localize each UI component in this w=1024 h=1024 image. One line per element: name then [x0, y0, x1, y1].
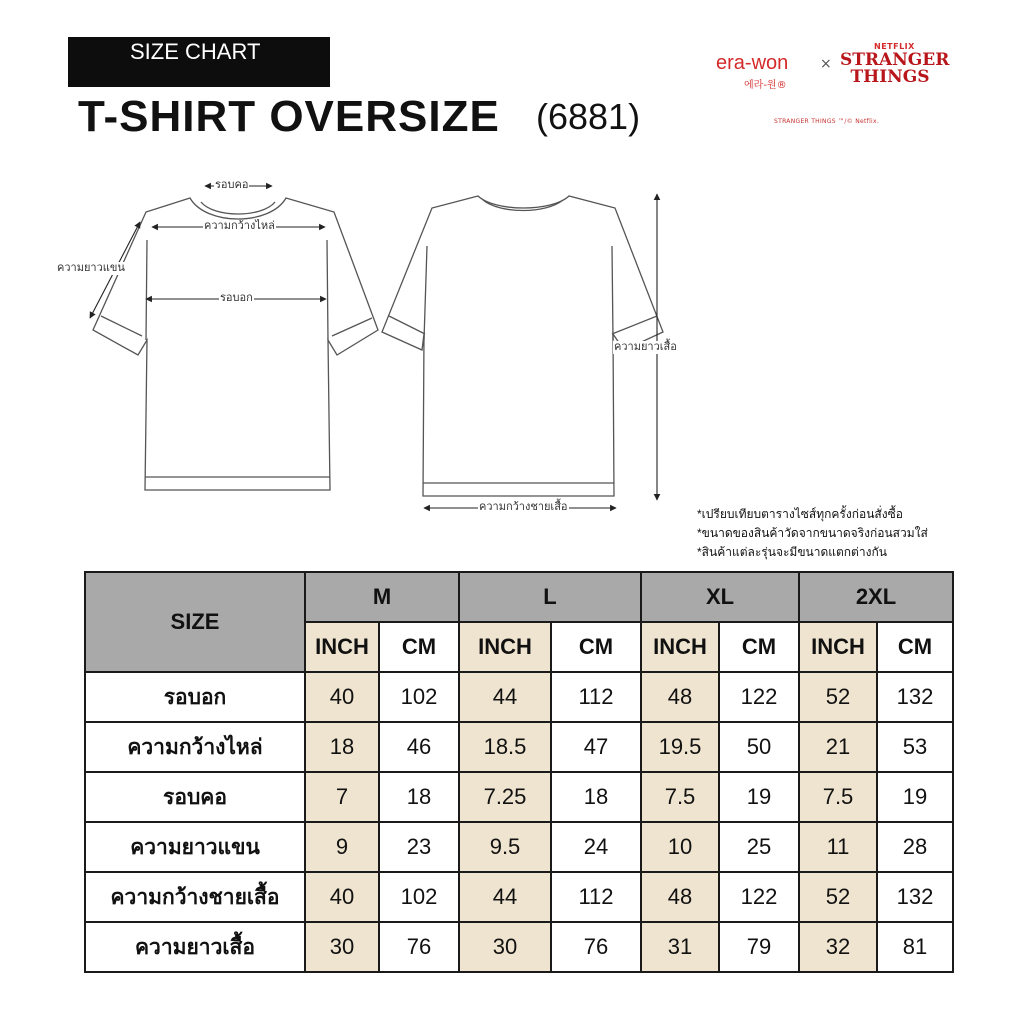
inch-header: INCH [305, 622, 379, 672]
inch-value-cell: 7 [305, 772, 379, 822]
cm-value-cell: 112 [551, 672, 641, 722]
inch-value-cell: 32 [799, 922, 877, 972]
inch-value-cell: 40 [305, 872, 379, 922]
size-chart-banner: SIZE CHART [68, 37, 330, 87]
cm-value-cell: 19 [719, 772, 799, 822]
inch-value-cell: 48 [641, 872, 719, 922]
inch-value-cell: 52 [799, 872, 877, 922]
cm-value-cell: 23 [379, 822, 459, 872]
inch-value-cell: 48 [641, 672, 719, 722]
cm-value-cell: 132 [877, 672, 953, 722]
inch-header: INCH [641, 622, 719, 672]
sleeve-label: ความยาวแขน [57, 262, 125, 274]
inch-value-cell: 11 [799, 822, 877, 872]
cm-value-cell: 24 [551, 822, 641, 872]
copyright-text: STRANGER THINGS ™/© Netflix. [774, 118, 880, 125]
inch-value-cell: 44 [459, 872, 551, 922]
cm-value-cell: 79 [719, 922, 799, 972]
inch-value-cell: 9 [305, 822, 379, 872]
cm-value-cell: 18 [551, 772, 641, 822]
inch-header: INCH [799, 622, 877, 672]
inch-value-cell: 18 [305, 722, 379, 772]
size-table-body [85, 672, 953, 972]
model-code: (6881) [536, 96, 641, 137]
cm-value-cell: 18 [379, 772, 459, 822]
shoulder-label: ความกว้างไหล่ [204, 220, 275, 232]
inch-value-cell: 30 [305, 922, 379, 972]
size-xl-header: XL [641, 572, 799, 622]
row-label: ความกว้างไหล่ [85, 722, 305, 772]
cm-value-cell: 28 [877, 822, 953, 872]
size-m-header: M [305, 572, 459, 622]
cm-header: CM [877, 622, 953, 672]
neck-label: รอบคอ [215, 179, 249, 191]
length-label: ความยาวเสื้อ [614, 341, 677, 353]
size-header: SIZE [85, 572, 305, 672]
cm-value-cell: 132 [877, 872, 953, 922]
stranger-things-logo-line1: STRANGER [840, 50, 950, 70]
inch-value-cell: 7.25 [459, 772, 551, 822]
inch-value-cell: 52 [799, 672, 877, 722]
era-won-logo-subtext: 에라-원® [744, 80, 787, 91]
note-item: *สินค้าแต่ละรุ่นจะมีขนาดแตกต่างกัน [697, 545, 887, 559]
cm-value-cell: 81 [877, 922, 953, 972]
cm-header: CM [551, 622, 641, 672]
cm-value-cell: 112 [551, 872, 641, 922]
cm-value-cell: 25 [719, 822, 799, 872]
inch-value-cell: 30 [459, 922, 551, 972]
row-label: ความยาวเสื้อ [85, 922, 305, 972]
inch-value-cell: 7.5 [799, 772, 877, 822]
cm-value-cell: 122 [719, 672, 799, 722]
cm-value-cell: 76 [379, 922, 459, 972]
notes [697, 505, 928, 562]
inch-value-cell: 18.5 [459, 722, 551, 772]
inch-value-cell: 19.5 [641, 722, 719, 772]
measurement-arrows [90, 186, 657, 508]
cm-header: CM [379, 622, 459, 672]
front-shirt-outline [93, 198, 378, 490]
table-row [85, 722, 953, 772]
row-label: รอบคอ [85, 772, 305, 822]
cm-value-cell: 102 [379, 872, 459, 922]
stranger-things-logo-line2: THINGS [850, 67, 930, 87]
inch-value-cell: 9.5 [459, 822, 551, 872]
size-table [84, 571, 954, 973]
inch-header: INCH [459, 622, 551, 672]
row-label: รอบอก [85, 672, 305, 722]
inch-value-cell: 21 [799, 722, 877, 772]
netflix-logo: NETFLIX [874, 42, 915, 51]
cm-value-cell: 102 [379, 672, 459, 722]
cm-value-cell: 76 [551, 922, 641, 972]
chest-label: รอบอก [220, 292, 253, 304]
cm-value-cell: 47 [551, 722, 641, 772]
table-row [85, 872, 953, 922]
cm-value-cell: 19 [877, 772, 953, 822]
cm-value-cell: 122 [719, 872, 799, 922]
cm-value-cell: 50 [719, 722, 799, 772]
cm-value-cell: 53 [877, 722, 953, 772]
row-label: ความกว้างชายเสื้อ [85, 872, 305, 922]
page-title: T-SHIRT OVERSIZE [78, 92, 500, 141]
cm-value-cell: 46 [379, 722, 459, 772]
row-label: ความยาวแขน [85, 822, 305, 872]
inch-value-cell: 7.5 [641, 772, 719, 822]
size-header-row [85, 572, 953, 622]
hem-label: ความกว้างชายเสื้อ [479, 501, 568, 513]
size-2xl-header: 2XL [799, 572, 953, 622]
inch-value-cell: 31 [641, 922, 719, 972]
inch-value-cell: 10 [641, 822, 719, 872]
inch-value-cell: 40 [305, 672, 379, 722]
table-row [85, 822, 953, 872]
note-item: *เปรียบเทียบตารางไซส์ทุกครั้งก่อนสั่งซื้อ [697, 507, 903, 521]
table-row [85, 922, 953, 972]
note-item: *ขนาดของสินค้าวัดจากขนาดจริงก่อนสวมใส่ [697, 526, 928, 540]
cm-header: CM [719, 622, 799, 672]
table-row [85, 772, 953, 822]
size-l-header: L [459, 572, 641, 622]
collab-cross: × [820, 56, 832, 72]
inch-value-cell: 44 [459, 672, 551, 722]
table-row [85, 672, 953, 722]
era-won-logo: era-won [716, 52, 789, 74]
